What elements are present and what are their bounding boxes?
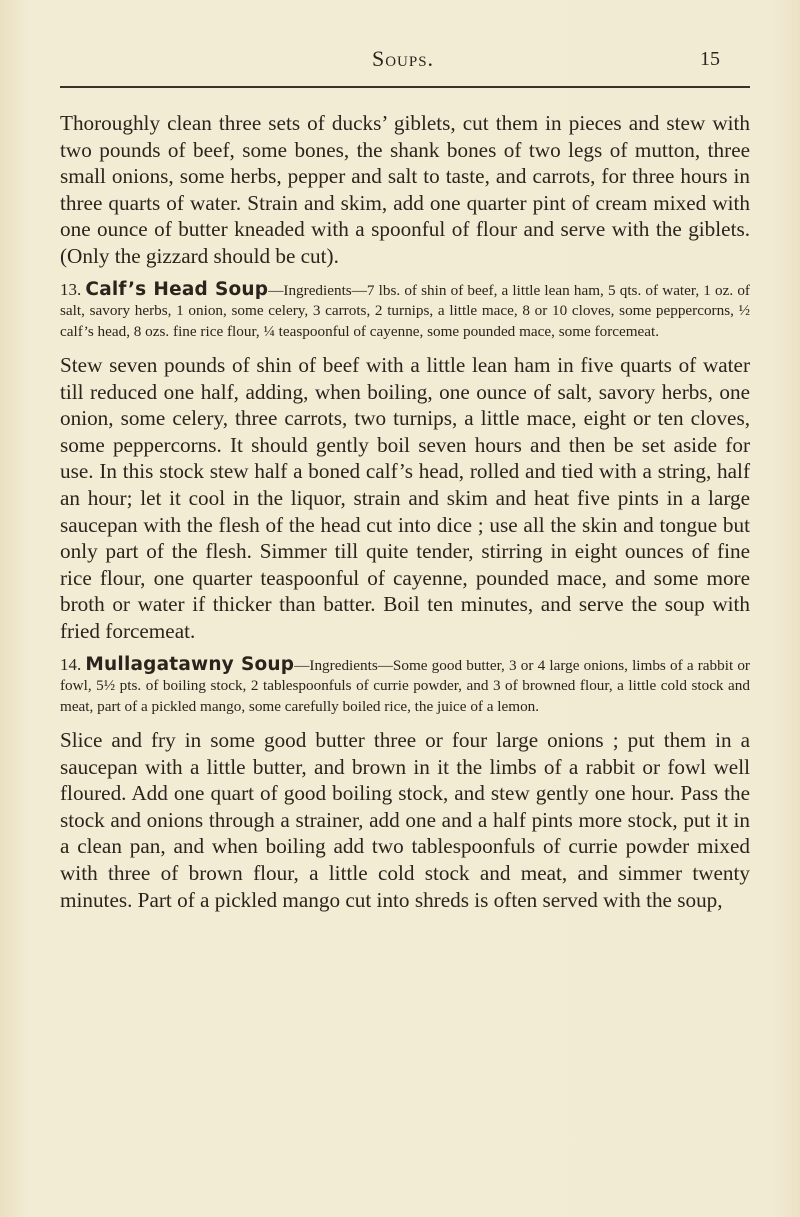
page-number: 15 [700, 48, 720, 70]
recipe-number: 13. [60, 279, 82, 299]
intro-paragraph: Thoroughly clean three sets of ducks’ giblets, cut them in pieces and stew with two pounds of beef, some bones, the shank bones of two legs of mutton, three small onions, some herbs, pepper and salt to taste, and carrots, for three hours in three quarts of water. Strain and skim, add one quarter pint of cream mixed with one ounce of butter kneaded with a spoonful of flour and serve with the giblets. (Only the gizzard should be cut). [60, 111, 750, 268]
recipe-method: Stew seven pounds of shin of beef with a little lean ham in five quarts of water till reduced one half, adding, when boiling, one ounce of salt, savory herbs, one onion, some celery, three carrots, two turnips, a little mace, eight or ten cloves, some peppercorns. It should gently boil seven hours and then be set aside for use. In this stock stew half a boned calf’s head, rolled and tied with a string, half an hour; let it cool in the liquor, strain and skim and heat five pints in a large saucepan with the flesh of the head cut into dice ; use all the skin and tongue but only part of the flesh. Simmer till quite tender, stirring in eight ounces of fine rice flour, one quarter teaspoonful of cayenne, pounded mace, and some more broth or water if thicker than batter. Boil ten minutes, and serve the soup with fried forcemeat. [60, 353, 750, 643]
header-rule [60, 86, 750, 88]
recipe-method: Slice and fry in some good butter three or four large onions ; put them in a saucepan with a little butter, and brown in it the limbs of a rabbit or fowl well floured. Add one quart of good boiling stock, and stew gently one hour. Pass the stock and onions through a strainer, add one and a half pints more stock, put it in a clean pan, and when boiling add two tablespoonfuls of currie powder mixed with three of brown flour, a little cold stock and meat, and simmer twenty minutes. Part of a pickled mango cut into shreds is often served with the soup, [60, 728, 750, 912]
recipe-ingredients [60, 655, 750, 718]
ingredients-text: —Ingredients—7 lbs. of shin of beef, a little lean ham, 5 qts. of water, 1 oz. of salt, savory herbs, 1 onion, some celery, 3 carrots, 2 turnips, a little mace, 8 or 10 cloves, some peppercorns, ½ calf’s head, 8 ozs. fine rice flour, ¼ teaspoonful of cayenne, some pounded mace, some forcemeat. [60, 281, 750, 340]
recipe-title: Calf’s Head Soup [85, 278, 269, 300]
recipe-calfs-head-soup [60, 280, 750, 645]
running-head [58, 46, 748, 76]
page-title: Soups. [371, 46, 435, 71]
recipe-number: 14. [60, 654, 82, 674]
page-content [60, 110, 750, 913]
recipe-ingredients [60, 280, 750, 343]
recipe-mullagatawny-soup [60, 655, 750, 914]
ingredients-text: —Ingredients—Some good butter, 3 or 4 large onions, limbs of a rabbit or fowl, 5½ pts. of boiling stock, 2 tablespoonfuls of currie powder, and 3 of browned flour, a little cold stock and meat, part of a pickled mango, some carefully boiled rice, the juice of a lemon. [60, 656, 750, 715]
recipe-title: Mullagatawny Soup [85, 653, 295, 675]
